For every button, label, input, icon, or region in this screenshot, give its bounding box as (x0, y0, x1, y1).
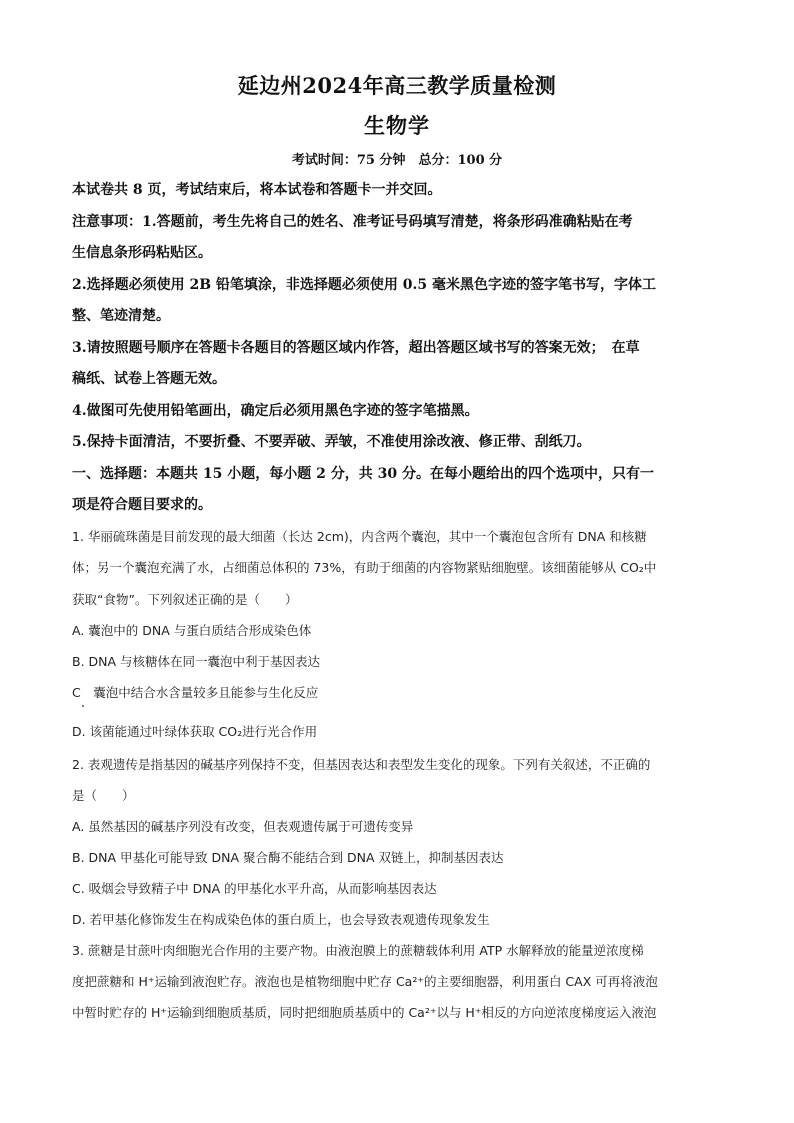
q2-stem-2: 是（ ） (72, 788, 135, 803)
notice-intro: 本试卷共 8 页，考试结束后，将本试卷和答题卡一并交回。 (72, 182, 442, 198)
section-heading: 一、选择题：本题共 15 小题，每小题 2 分，共 30 分。在每小题给出的四个选项中，只有一 (72, 466, 654, 482)
q1-option-b: B. DNA 与核糖体在同一囊泡中利于基因表达 (72, 654, 321, 669)
stray-dot-mark (82, 705, 84, 707)
q2-option-c: C. 吸烟会导致精子中 DNA 的甲基化水平升高，从而影响基因表达 (72, 881, 437, 896)
notice-item-4: 4.做图可先使用铅笔画出，确定后必须用黑色字迹的签字笔描黑。 (72, 403, 479, 419)
q1-stem-3: 获取“食物”。下列叙述正确的是（ ） (72, 592, 298, 607)
exam-title: 延边州2024年高三教学质量检测 (237, 73, 557, 98)
notice-item-1-cont: 生信息条形码粘贴区。 (72, 245, 212, 261)
notice-item-2-cont: 整、笔迹清楚。 (72, 308, 170, 324)
q1-stem-1: 1. 华丽硫珠菌是目前发现的最大细菌（长达 2cm)，内含两个囊泡，其中一个囊泡包含所有 DNA 和核糖 (72, 529, 647, 544)
q2-stem-1: 2. 表观遗传是指基因的碱基序列保持不变，但基因表达和表型发生变化的现象。下列有关叙述，不正确的 (72, 757, 651, 772)
notice-item-1: 注意事项：1.答题前，考生先将自己的姓名、准考证号码填写清楚，将条形码准确粘贴在考 (72, 214, 633, 230)
q1-option-c: C 囊泡中结合水含量较多且能参与生化反应 (72, 685, 319, 700)
notice-item-3: 3.请按照题号顺序在答题卡各题目的答题区域内作答，超出答题区域书写的答案无效； 在草 (72, 340, 640, 356)
exam-meta: 考试时间：75 分钟 总分：100 分 (291, 153, 503, 168)
subject-title: 生物学 (364, 113, 430, 138)
q3-stem-1: 3. 蔗糖是甘蔗叶肉细胞光合作用的主要产物。由液泡膜上的蔗糖载体利用 ATP 水解释放的能量逆浓度梯 (72, 943, 644, 958)
q1-option-a: A. 囊泡中的 DNA 与蛋白质结合形成染色体 (72, 623, 312, 638)
notice-item-5: 5.保持卡面清洁，不要折叠、不要弄破、弄皱，不准使用涂改液、修正带、刮纸刀。 (72, 434, 591, 450)
notice-item-2: 2.选择题必须使用 2B 铅笔填涂，非选择题必须使用 0.5 毫米黑色字迹的签字笔书写，字体工 (72, 277, 657, 293)
q3-stem-2: 度把蔗糖和 H⁺运输到液泡贮存。液泡也是植物细胞中贮存 Ca²⁺的主要细胞器，利用蛋白 CAX 可再将液泡 (72, 974, 658, 989)
q2-option-b: B. DNA 甲基化可能导致 DNA 聚合酶不能结合到 DNA 双链上，抑制基因表达 (72, 850, 504, 865)
notice-item-3-cont: 稿纸、试卷上答题无效。 (72, 371, 226, 387)
q1-option-d: D. 该菌能通过叶绿体获取 CO₂进行光合作用 (72, 724, 318, 739)
q3-stem-3: 中暂时贮存的 H⁺运输到细胞质基质，同时把细胞质基质中的 Ca²⁺以与 H⁺相反的方向逆浓度梯度运入液泡 (72, 1005, 657, 1020)
q2-option-d: D. 若甲基化修饰发生在构成染色体的蛋白质上，也会导致表观遗传现象发生 (72, 912, 490, 927)
q2-option-a: A. 虽然基因的碱基序列没有改变，但表观遗传属于可遗传变异 (72, 819, 414, 834)
section-heading-cont: 项是符合题目要求的。 (72, 497, 212, 513)
q1-stem-2: 体；另一个囊泡充满了水，占细菌总体积的 73%，有助于细菌的内容物紧贴细胞壁。该细菌能够从 CO₂中 (72, 560, 657, 575)
